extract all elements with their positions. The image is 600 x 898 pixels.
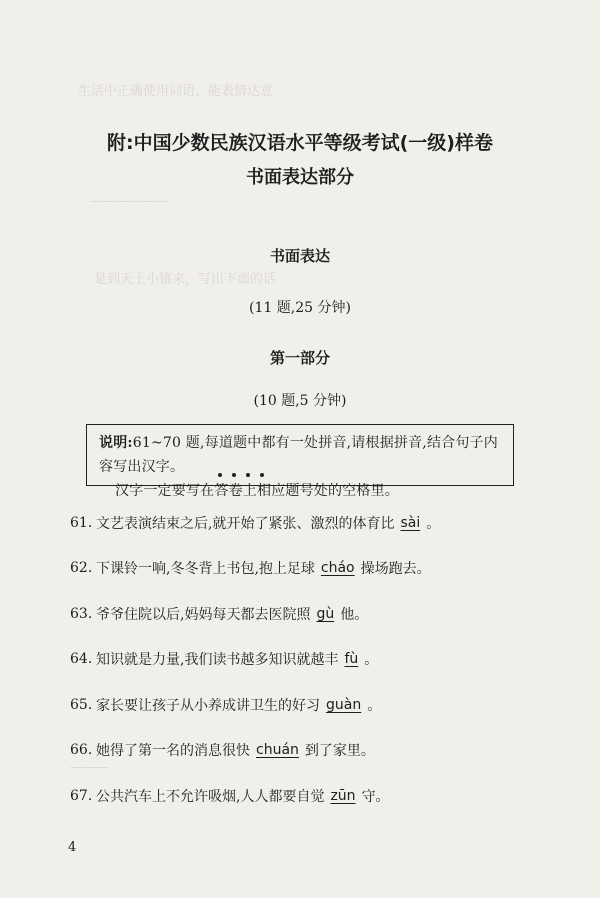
- section-heading: 书面表达: [269, 247, 330, 265]
- page-number: 4: [68, 840, 77, 855]
- pinyin-prompt: sài: [400, 514, 421, 531]
- question-number: 62.: [70, 560, 93, 577]
- question-number: 64.: [70, 651, 93, 668]
- question-item: [70, 728, 540, 774]
- question-text-after: 他。: [340, 606, 369, 623]
- pinyin-prompt: cháo: [320, 560, 355, 577]
- instruction-box: [86, 424, 514, 499]
- question-list: [70, 500, 540, 819]
- question-item: [70, 773, 540, 819]
- question-text-after: 到了家里。: [304, 743, 375, 760]
- pinyin-prompt: fù: [344, 651, 359, 668]
- question-text-after: 。: [426, 515, 441, 532]
- question-item: [70, 546, 540, 592]
- pinyin-prompt: zūn: [330, 787, 356, 804]
- question-text-after: 。: [364, 652, 379, 669]
- emphasis-dot: [260, 473, 264, 477]
- emphasis-dots: [218, 473, 264, 477]
- pinyin-prompt: chuán: [256, 742, 299, 759]
- question-text-before: 她得了第一名的消息很快: [96, 743, 250, 760]
- question-text-before: 公共汽车上不允许吸烟,人人都要自觉: [96, 788, 325, 805]
- question-item: [70, 682, 540, 728]
- question-text-before: 爷爷住院以后,妈妈每天都去医院照: [96, 606, 311, 623]
- question-text-before: 知识就是力量,我们读书越多知识就越丰: [96, 652, 339, 669]
- document-subtitle: 书面表达部分: [246, 167, 354, 188]
- document-main-title: 附:中国少数民族汉语水平等级考试(一级)样卷: [107, 132, 493, 154]
- bleed-through-text: 是到天上小镇来，写出下面的话: [94, 272, 277, 287]
- question-number: 65.: [70, 696, 93, 713]
- instruction-text-1: 61~70 题,每道题中都有一处拼音,请根据拼音,结合句子内容写出汉字。: [99, 435, 498, 475]
- question-text-before: 家长要让孩子从小养成讲卫生的好习: [96, 697, 320, 714]
- question-text-after: 。: [367, 697, 382, 714]
- question-item: [70, 637, 540, 683]
- question-item: [70, 591, 540, 637]
- emphasis-dot: [218, 473, 222, 477]
- question-item: [70, 500, 540, 546]
- bleed-through-text: 生活中正确使用词语，能表情达意: [78, 84, 274, 99]
- instruction-line-1: [99, 431, 503, 479]
- pinyin-prompt: guàn: [326, 696, 362, 713]
- part-meta: (10 题,5 分钟): [253, 393, 347, 409]
- bleed-through-text: ——————: [90, 194, 168, 209]
- question-number: 63.: [70, 605, 93, 622]
- part-heading: 第一部分: [269, 349, 330, 367]
- bleed-through-text: ———: [70, 760, 109, 775]
- emphasis-dot: [246, 473, 250, 477]
- question-text-before: 下课铃一响,冬冬背上书包,抱上足球: [96, 561, 315, 578]
- question-text-after: 守。: [361, 788, 390, 805]
- instruction-line-2: 汉字一定要写在答卷上相应题号处的空格里。: [115, 483, 399, 499]
- emphasis-dot: [232, 473, 236, 477]
- pinyin-prompt: gù: [316, 605, 335, 622]
- question-number: 67.: [70, 787, 93, 804]
- instruction-label: 说明:: [99, 435, 133, 451]
- question-number: 66.: [70, 742, 93, 759]
- section-meta: (11 题,25 分钟): [249, 300, 351, 316]
- question-number: 61.: [70, 514, 93, 531]
- question-text-before: 文艺表演结束之后,就开始了紧张、激烈的体育比: [96, 515, 395, 532]
- question-text-after: 操场跑去。: [360, 561, 431, 578]
